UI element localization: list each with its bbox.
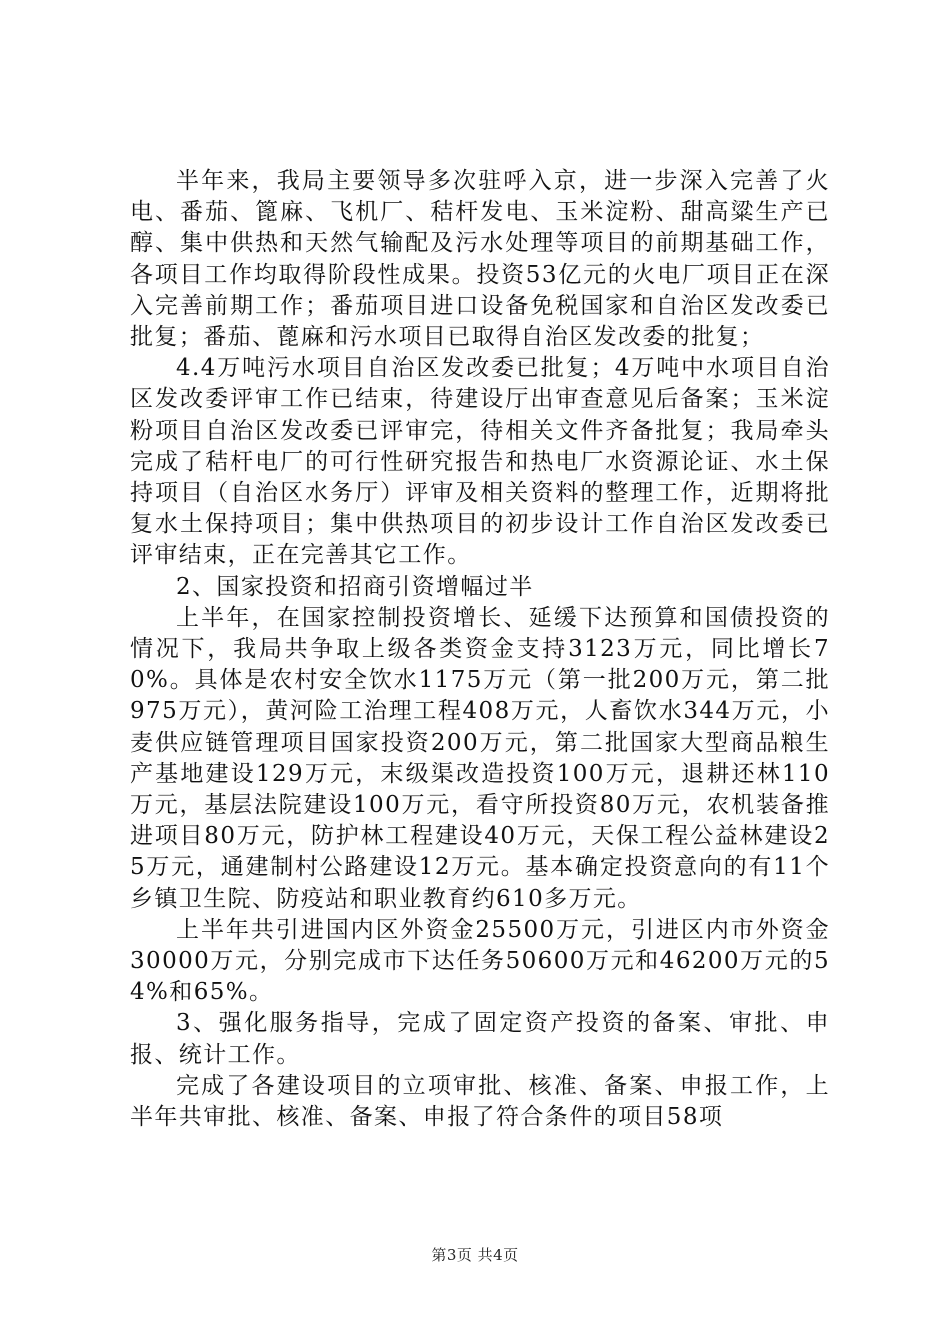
paragraph-capital-introduction: 上半年共引进国内区外资金25500万元，引进区内市外资金30000万元，分别完成市下达任务50600万元和46200万元的54%和65%。: [130, 916, 830, 1006]
paragraph-approvals: 4.4万吨污水项目自治区发改委已批复；4万吨中水项目自治区发改委评审工作已结束，待建设厅出审查意见后备案；玉米淀粉项目自治区发改委已评审完，待相关文件齐备批复；我局牵头完成了秸杆电厂的可行性研究报告和热电厂水资源论证、水土保持项目（自治区水务厅）评审及相关资料的整理工作，近期将批复水土保持项目；集中供热项目的初步设计工作自治区发改委已评审结束，正在完善其它工作。: [130, 355, 830, 569]
section-heading-investment: 2、国家投资和招商引资增幅过半: [176, 573, 534, 600]
paragraph-project-filing: 完成了各建设项目的立项审批、核准、备案、申报工作，上半年共审批、核准、备案、申报了符合条件的项目58项: [130, 1072, 830, 1131]
section-heading-services: 3、强化服务指导，完成了固定资产投资的备案、审批、申报、统计工作。: [130, 1010, 830, 1068]
page-number-footer: 第3页 共4页: [431, 1246, 519, 1264]
paragraph-project-progress: 半年来，我局主要领导多次驻呼入京，进一步深入完善了火电、番茄、篦麻、飞机厂、秸杆发电、玉米淀粉、甜高粱生产已醇、集中供热和天然气输配及污水处理等项目的前期基础工作，各项目工作均取得阶段性成果。投资53亿元的火电厂项目正在深入完善前期工作；番茄项目进口设备免税国家和自治区发改委已批复；番茄、蓖麻和污水项目已取得自治区发改委的批复；: [130, 168, 830, 351]
document-body: [130, 166, 830, 1133]
paragraph-funding: 上半年，在国家控制投资增长、延缓下达预算和国债投资的情况下，我局共争取上级各类资金支持3123万元，同比增长70%。具体是农村安全饮水1175万元（第一批200万元，第二批975万元），黄河险工治理工程408万元，人畜饮水344万元，小麦供应链管理项目国家投资200万元，第二批国家大型商品粮生产基地建设129万元，末级渠改造投资100万元，退耕还林110万元，基层法院建设100万元，看守所投资80万元，农机装备推进项目80万元，防护林工程建设40万元，天保工程公益林建设25万元，通建制村公路建设12万元。基本确定投资意向的有11个乡镇卫生院、防疫站和职业教育约610多万元。: [130, 604, 830, 912]
